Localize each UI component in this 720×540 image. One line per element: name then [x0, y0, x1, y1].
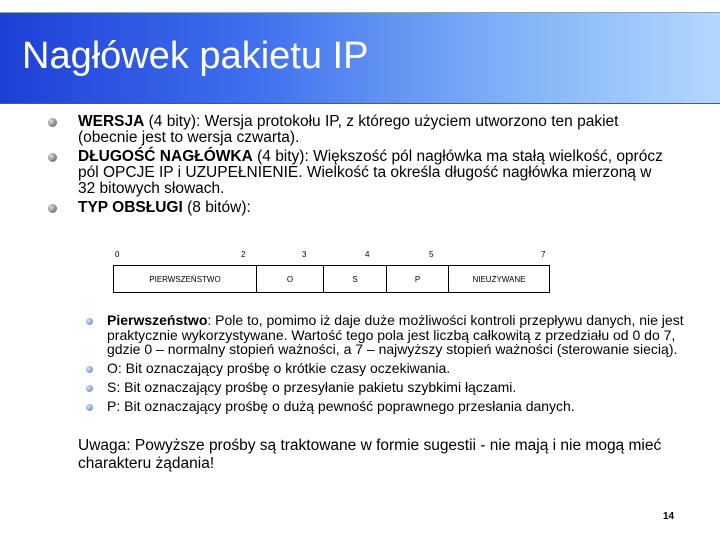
sub-bullet-text: : Bit oznaczający prośbę o dużą pewność poprawnego przesłania danych.: [116, 398, 575, 414]
field-nieuzywane: NIEUŻYWANE: [472, 274, 526, 284]
field-pierwszenstwo: PIERWSZEŃSTWO: [114, 266, 257, 292]
bit-tick: 2: [241, 250, 246, 259]
bullet-text: (4 bity): Większość pól nagłówka ma stałą wielkość, oprócz pól OPCJE IP i UZUPEŁNIENIE. Wielkość ta określa długość nagłówka mierzoną w 32 bitowych słowach.: [78, 148, 663, 197]
sub-bullet-icon: [86, 404, 93, 411]
bullet-icon: [48, 153, 57, 162]
sub-bullet-text: : Bit oznaczający prośbę o przesyłanie pakietu szybkimi łączami.: [116, 379, 517, 395]
bullet-term: DŁUGOŚĆ NAGŁÓWKA: [78, 148, 253, 165]
slide-title: Nagłówek pakietu IP: [22, 35, 369, 77]
bit-tick: 5: [429, 250, 434, 259]
bit-tick: 4: [365, 250, 370, 259]
sub-bullet-pierwszenstwo: [86, 313, 686, 357]
bullet-typ-obslugi: [48, 200, 668, 216]
sub-bullet-term: S: [107, 379, 117, 395]
tos-field-diagram: [110, 250, 558, 300]
field-p: P: [387, 266, 449, 292]
bullet-icon: [48, 204, 57, 213]
sub-bullet-icon: [86, 366, 93, 373]
bullet-dlugosc-naglowka: [48, 149, 668, 197]
bullet-text: (4 bity): Wersja protokołu IP, z którego użyciem utworzono ten pakiet (obecnie jest to wersja czwarta).: [78, 113, 619, 146]
bullet-text: (8 bitów):: [182, 199, 251, 216]
sub-bullet-term: Pierwszeństwo: [107, 312, 208, 328]
bit-tick: 3: [302, 250, 307, 259]
sub-bullet-p: [86, 399, 686, 414]
sub-bullet-list: [86, 313, 686, 418]
bullet-wersja: [48, 114, 668, 146]
tos-fields: [113, 265, 550, 293]
sub-bullet-text: : Pole to, pomimo iż daje duże możliwości kontroli przepływu danych, nie jest praktycznie wykorzystywane. Wartość tego pola jest liczbą całkowitą z przedziału od 0 do 7, gdzie 0 – normalny stopień ważności, a 7 – najwyższy stopień ważności (sterowanie siecią).: [107, 312, 684, 357]
sub-bullet-icon: [86, 318, 93, 325]
sub-bullet-text: : Bit oznaczający prośbę o krótkie czasy oczekiwania.: [117, 360, 451, 376]
sub-bullet-term: P: [107, 398, 117, 414]
bit-tick: 7: [541, 250, 546, 259]
bullet-term: WERSJA: [78, 113, 145, 130]
sub-bullet-term: O: [107, 360, 118, 376]
bit-tick: 0: [115, 250, 120, 259]
bullet-term: TYP OBSŁUGI: [78, 199, 183, 216]
field-s: S: [324, 266, 387, 292]
note-text: Uwaga: Powyższe prośby są traktowane w formie sugestii - nie mają i nie mogą mieć charakteru żądania!: [78, 437, 662, 472]
page-number: 14: [663, 511, 675, 522]
sub-bullet-icon: [86, 385, 93, 392]
bullet-icon: [48, 118, 57, 127]
sub-bullet-o: [86, 361, 686, 376]
field-o: O: [257, 266, 324, 292]
main-bullet-list: [48, 114, 668, 219]
sub-bullet-s: [86, 380, 686, 395]
